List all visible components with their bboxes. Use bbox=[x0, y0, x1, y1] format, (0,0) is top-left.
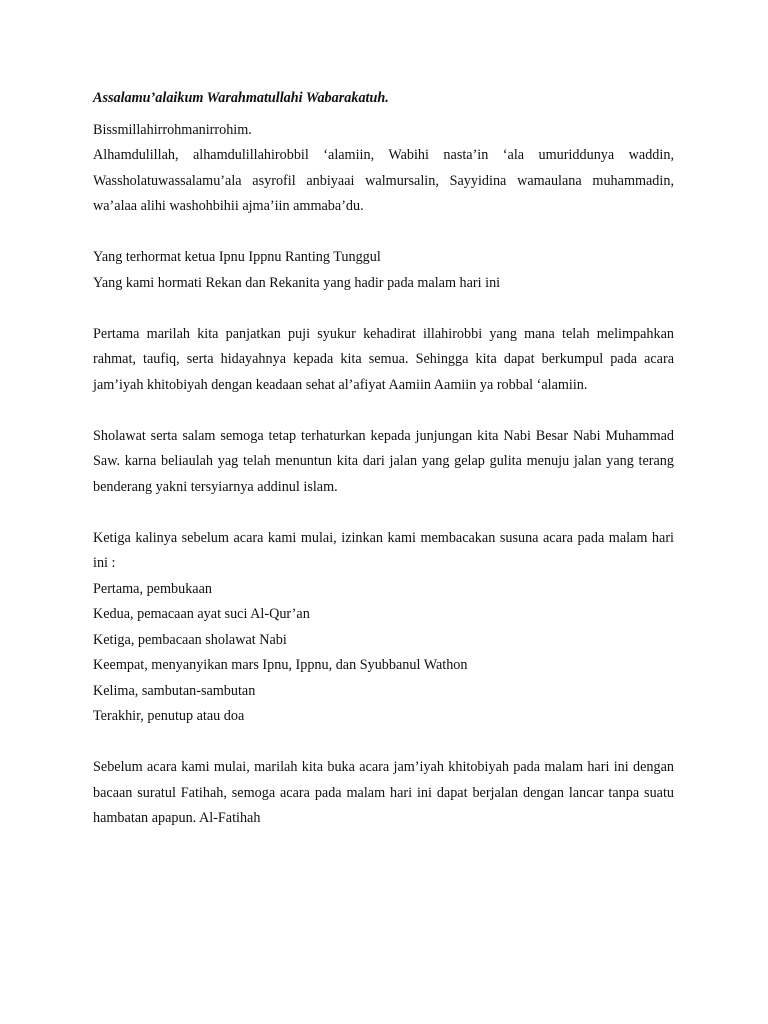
agenda-intro-paragraph: Ketiga kalinya sebelum acara kami mulai, izinkan kami membacakan susuna acara pada malam hari ini : bbox=[93, 529, 674, 571]
spacer bbox=[93, 296, 674, 322]
agenda-item: Pertama, pembukaan bbox=[93, 580, 212, 597]
sholawat-paragraph: Sholawat serta salam semoga tetap terhaturkan kepada junjungan kita Nabi Besar Nabi Muhammad Saw. karna beliaulah yag telah menuntun kita dari jalan yang gelap gulita menuju jalan yang terang benderang yakni tersyiarnya addinul islam. bbox=[93, 427, 674, 495]
agenda-item: Terakhir, penutup atau doa bbox=[93, 708, 245, 724]
spacer bbox=[93, 500, 674, 526]
spacer bbox=[93, 730, 674, 756]
agenda-item: Keempat, menyanyikan mars Ipnu, Ippnu, dan Syubbanul Wathon bbox=[93, 657, 468, 673]
agenda-item: Kedua, pemacaan ayat suci Al-Qur’an bbox=[93, 606, 310, 622]
honorific-line: Yang terhormat ketua Ipnu Ippnu Ranting Tunggul bbox=[93, 249, 381, 265]
agenda-list bbox=[93, 577, 674, 730]
closing-paragraph: Sebelum acara kami mulai, marilah kita buka acara jam’iyah khitobiyah pada malam hari ini dengan bacaan suratul Fatihah, semoga acara pada malam hari ini dapat berjalan dengan lancar tanpa suatu hambatan apapun. Al-Fatihah bbox=[93, 759, 674, 826]
spacer bbox=[93, 220, 674, 246]
opening-paragraph: Alhamdulillah, alhamdulillahirobbil ‘alamiin, Wabihi nasta’in ‘ala umuriddunya waddin, Wassholatuwassalamu’ala asyrofil anbiyaai walmursalin, Sayyidina wamaulana muhammadin, wa’alaa alihi washohbihii ajma’iin ammaba’du. bbox=[93, 147, 674, 214]
document-page bbox=[93, 86, 674, 832]
agenda-item: Kelima, sambutan-sambutan bbox=[93, 682, 256, 699]
bismillah-line: Bissmillahirrohmanirrohim. bbox=[93, 121, 252, 138]
greeting-heading: Assalamu’alaikum Warahmatullahi Wabarakatuh. bbox=[93, 90, 389, 106]
gratitude-paragraph: Pertama marilah kita panjatkan puji syukur kehadirat illahirobbi yang mana telah melimpahkan rahmat, taufiq, serta hidayahnya kepada kita semua. Sehingga kita dapat berkumpul pada acara jam’iyah khitobiyah dengan keadaan sehat al’afiyat Aamiin Aamiin ya robbal ‘alamiin. bbox=[93, 325, 674, 393]
honorific-line: Yang kami hormati Rekan dan Rekanita yang hadir pada malam hari ini bbox=[93, 274, 501, 291]
agenda-item: Ketiga, pembacaan sholawat Nabi bbox=[93, 631, 287, 648]
spacer bbox=[93, 398, 674, 424]
